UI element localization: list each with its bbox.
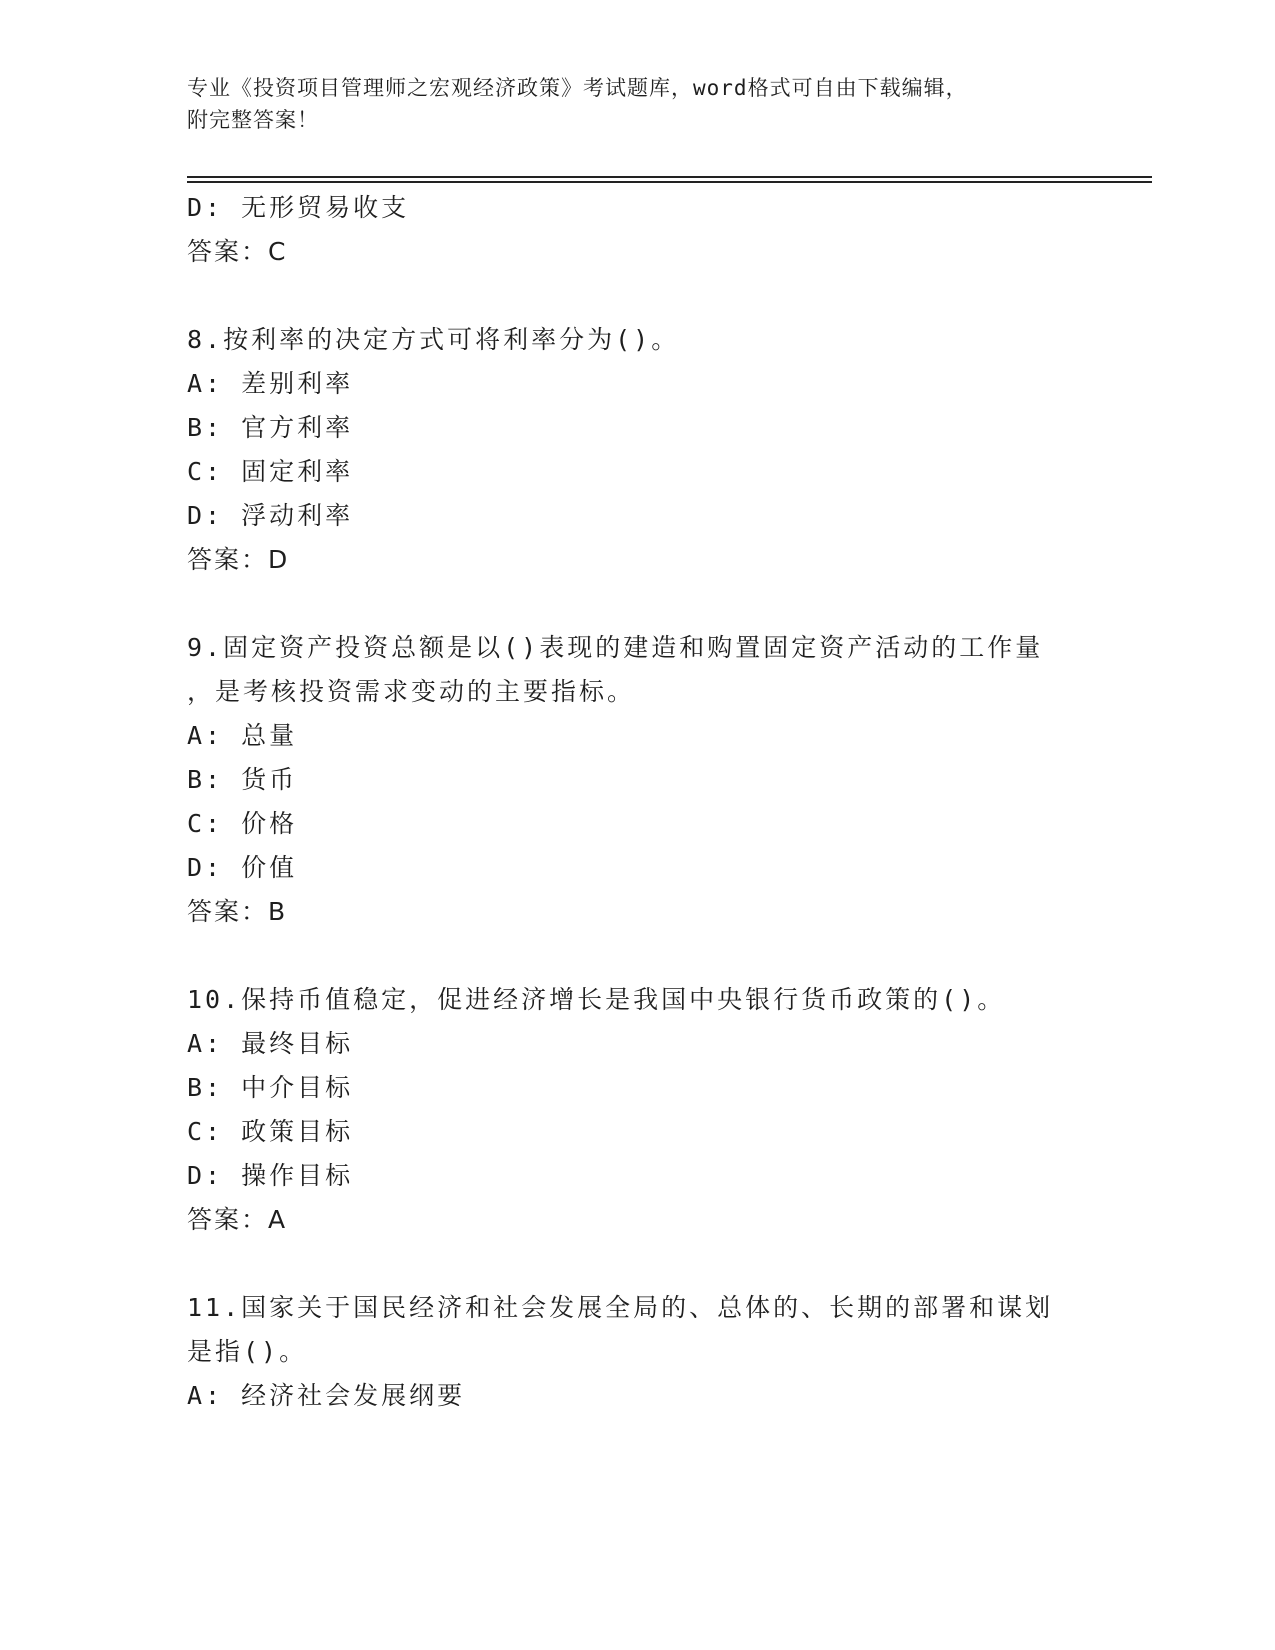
- q8-option-a: A: 差别利率: [187, 369, 354, 398]
- q10-option-c: C: 政策目标: [187, 1117, 354, 1146]
- q10-option-b: B: 中介目标: [187, 1073, 354, 1102]
- q8-answer: 答案：D: [187, 545, 290, 574]
- q9-option-c: C: 价格: [187, 809, 298, 838]
- q10-option-d: D: 操作目标: [187, 1161, 354, 1190]
- q7-option-d: D: 无形贸易收支: [187, 193, 410, 222]
- q8-stem: 8.按利率的决定方式可将利率分为()。: [187, 325, 680, 354]
- header-rule-top: [187, 176, 1152, 178]
- q9-answer: 答案：B: [187, 897, 288, 926]
- q10-stem: 10.保持币值稳定，促进经济增长是我国中央银行货币政策的()。: [187, 985, 1006, 1014]
- q9-stem-line1: 9.固定资产投资总额是以()表现的建造和购置固定资产活动的工作量: [187, 633, 1044, 662]
- q7-answer: 答案：C: [187, 237, 288, 266]
- q9-option-a: A: 总量: [187, 721, 298, 750]
- q11-option-a: A: 经济社会发展纲要: [187, 1381, 466, 1410]
- q9-option-d: D: 价值: [187, 853, 298, 882]
- q8-option-c: C: 固定利率: [187, 457, 354, 486]
- q8-option-d: D: 浮动利率: [187, 501, 354, 530]
- q10-answer: 答案：A: [187, 1205, 288, 1234]
- header-rule-bottom: [187, 181, 1152, 183]
- q10-option-a: A: 最终目标: [187, 1029, 354, 1058]
- q9-stem-line2: ，是考核投资需求变动的主要指标。: [187, 677, 636, 706]
- header-text-line1: 专业《投资项目管理师之宏观经济政策》考试题库，word格式可自由下载编辑，: [187, 76, 968, 100]
- q11-stem-line2: 是指()。: [187, 1337, 308, 1366]
- header-text-line2: 附完整答案！: [187, 108, 319, 132]
- q8-option-b: B: 官方利率: [187, 413, 354, 442]
- q11-stem-line1: 11.国家关于国民经济和社会发展全局的、总体的、长期的部署和谋划: [187, 1293, 1054, 1322]
- q9-option-b: B: 货币: [187, 765, 298, 794]
